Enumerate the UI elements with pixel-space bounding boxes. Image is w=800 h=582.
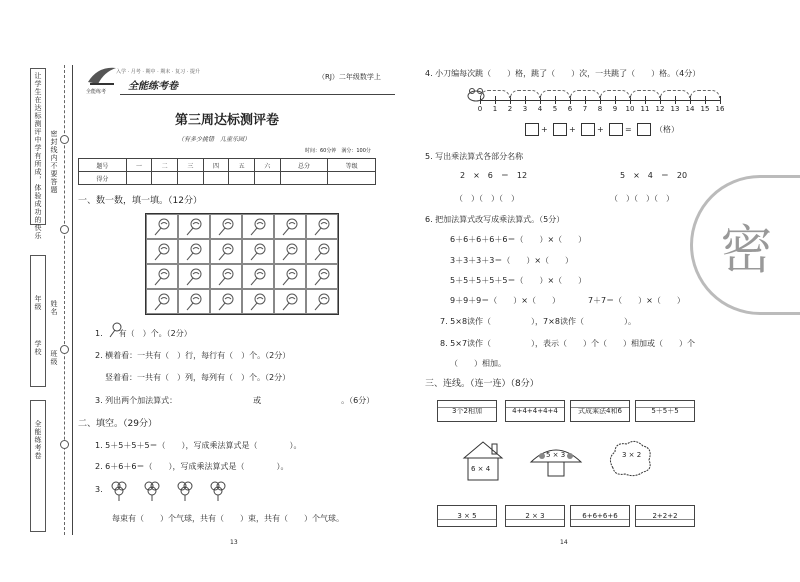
header-subtitle: 入学 · 月考 · 期中 · 期末 · 复习 · 提升: [116, 69, 200, 75]
number-line-tick: [525, 96, 526, 104]
equation-unit: （格）: [655, 125, 679, 134]
number-line-tick: [615, 96, 616, 104]
number-line-label: 16: [715, 105, 725, 113]
lollipop-flower-icon: [242, 239, 274, 264]
lollipop-flower-icon: [146, 214, 178, 239]
match-card-label: 2 × 3: [525, 512, 545, 520]
number-line-label: 1: [492, 105, 498, 113]
match-card-label: 3个2相加: [452, 407, 482, 415]
q6-line-3: 5＋5＋5＋5＋5＝（ ）×（ ）: [450, 276, 587, 285]
number-line-label: 15: [700, 105, 710, 113]
seal-hole-4: [60, 440, 69, 449]
number-line-label: 13: [670, 105, 680, 113]
number-line-tick: [555, 96, 556, 104]
lollipop-flower-icon: [242, 214, 274, 239]
score-cell: 二: [152, 159, 178, 172]
logo-text: 全能练考: [86, 89, 107, 95]
answer-square[interactable]: [525, 123, 539, 136]
course-title: （RJ）二年级数学上: [318, 73, 381, 81]
question-2a: 2. 横着看：一共有（ ）行，每行有（ ）个。（2分）: [95, 351, 291, 360]
balloon-bunch-icon: [209, 480, 227, 502]
q6-line-1: 6＋6＋6＋6＋6＝（ ）×（ ）: [450, 235, 587, 244]
score-input[interactable]: [280, 172, 328, 185]
operator: +: [569, 125, 576, 134]
number-line-tick: [705, 96, 706, 104]
match-card-label: 4+4+4+4+4: [512, 407, 558, 415]
lollipop-flower-icon: [274, 239, 306, 264]
q5-right-blanks: （ ）（ ）（ ）: [610, 194, 674, 203]
number-line-label: 11: [640, 105, 650, 113]
lollipop-flower-icon: [178, 264, 210, 289]
lollipop-flower-icon: [306, 239, 338, 264]
score-input[interactable]: [229, 172, 255, 185]
section-2-heading: 二、填空。（29分）: [78, 419, 157, 429]
question-1: 1. 有（ ）个。（2分）: [95, 329, 192, 338]
score-cell: 一: [126, 159, 152, 172]
score-input[interactable]: [126, 172, 152, 185]
match-card-bottom[interactable]: [635, 505, 695, 527]
fill-1: 1. 5＋5＋5＋5＝（ ），写成乘法算式是（ ）。: [95, 441, 302, 450]
number-line-tick: [675, 96, 676, 104]
number-line-label: 3: [522, 105, 528, 113]
q6-line-4: 9＋9＋9＝（ ）×（ ） 7＋7＝（ ）×（ ）: [450, 296, 685, 305]
school-label: 学校: [34, 340, 42, 356]
name-label: 姓名: [50, 300, 58, 316]
lollipop-flower-icon: [274, 264, 306, 289]
answer-square[interactable]: [581, 123, 595, 136]
operator: +: [597, 125, 604, 134]
lollipop-flower-icon: [210, 289, 242, 314]
lollipop-flower-icon: [146, 264, 178, 289]
operator: =: [625, 125, 632, 134]
lollipop-flower-icon: [210, 264, 242, 289]
question-6: 6. 把加法算式改写成乘法算式。（5分）: [425, 215, 565, 224]
number-line-tick: [495, 96, 496, 104]
fill-3-text: 每束有（ ）个气球，共有（ ）束，共有（ ）个气球。: [112, 514, 344, 523]
margin-text-bottom: 全能练考卷: [34, 420, 42, 460]
grade-label: 年级: [34, 295, 42, 311]
score-cell: 等级: [328, 159, 376, 172]
question-2b: 竖着看：一共有（ ）列，每列有（ ）个。（2分）: [105, 373, 291, 382]
page-title: 第三周达标测评卷: [175, 113, 280, 128]
brand-title: 全能练考卷: [128, 81, 178, 92]
lollipop-flower-icon: [210, 214, 242, 239]
lollipop-flower-icon: [178, 289, 210, 314]
number-line-tick: [645, 96, 646, 104]
section-3-heading: 三、连线。（连一连）（8分）: [425, 379, 539, 389]
score-input[interactable]: [328, 172, 376, 185]
score-cell: 三: [177, 159, 203, 172]
match-card-top[interactable]: [437, 400, 497, 422]
score-cell: 五: [229, 159, 255, 172]
cloud-character-icon[interactable]: [605, 438, 655, 482]
lollipop-flower-icon: [274, 289, 306, 314]
score-cell: 总分: [280, 159, 328, 172]
operator: +: [541, 125, 548, 134]
lollipop-flower-icon: [306, 264, 338, 289]
lollipop-flower-icon: [274, 214, 306, 239]
number-line-label: 10: [625, 105, 635, 113]
question-5: 5. 写出乘法算式各部分名称: [425, 152, 524, 161]
number-line-tick: [585, 96, 586, 104]
mushroom-label: 5 × 3: [546, 451, 566, 459]
q5-right-equation: 5 × 4 ＝ 20: [620, 171, 688, 180]
match-card-bottom[interactable]: [505, 505, 565, 527]
number-line-label: 2: [507, 105, 513, 113]
house-label: 6 × 4: [471, 465, 491, 473]
left-rule: [72, 65, 73, 535]
match-card-label: 5＋5＋5: [651, 407, 679, 415]
match-card-top[interactable]: [635, 400, 695, 422]
seal-line-text: 密封线内不要答题: [50, 130, 58, 194]
balloon-row: [110, 480, 230, 502]
score-input[interactable]: [255, 172, 281, 185]
answer-square[interactable]: [553, 123, 567, 136]
score-cell: 六: [255, 159, 281, 172]
score-header-row: [79, 159, 376, 172]
section-1-heading: 一、数一数，填一填。（12分）: [78, 196, 202, 206]
match-card-label: 式成乘法4和6: [578, 407, 622, 415]
margin-box-mid: [30, 255, 46, 387]
score-input[interactable]: [152, 172, 178, 185]
page-subtitle: （有多少挑错 儿童乐园）: [178, 136, 251, 143]
number-line-label: 8: [597, 105, 603, 113]
lollipop-flower-icon: [210, 239, 242, 264]
number-line-label: 6: [567, 105, 573, 113]
seal-hole-3: [60, 345, 69, 354]
seal-hole-1: [60, 135, 69, 144]
number-line-label: 5: [552, 105, 558, 113]
score-cell: 得分: [79, 172, 127, 185]
seal-hole-2: [60, 225, 69, 234]
balloon-bunch-icon: [110, 480, 128, 502]
match-card-bottom[interactable]: [437, 505, 497, 527]
cloud-label: 3 × 2: [622, 451, 642, 459]
q5-left-blanks: （ ）（ ）（ ）: [455, 194, 519, 203]
lollipop-flower-icon: [146, 289, 178, 314]
q5-left-equation: 2 × 6 ＝ 12: [460, 171, 528, 180]
exam-meta: 时间：60分钟 满分：100分: [305, 148, 371, 154]
lollipop-flower-icon: [306, 214, 338, 239]
header-rule: [120, 94, 395, 95]
match-card-label: 6+6+6+6: [582, 512, 618, 520]
page-number-left: 13: [230, 539, 238, 546]
margin-text-top: 让学生在达标测评中学有所成，体验成功的快乐: [34, 72, 42, 240]
balloon-bunch-icon: [176, 480, 194, 502]
mushroom-icon[interactable]: [528, 442, 584, 480]
score-input[interactable]: [177, 172, 203, 185]
brand-logo-icon: [84, 62, 120, 90]
lollipop-flower-icon: [242, 264, 274, 289]
number-line-label: 0: [477, 105, 483, 113]
secret-stamp: 密: [690, 175, 800, 315]
question-8a: 8. 5×7读作（ ），表示（ ）个（ ）相加或（ ）个: [440, 339, 696, 348]
score-value-row: [79, 172, 376, 185]
lollipop-flower-icon: [178, 214, 210, 239]
fill-2: 2. 6＋6＋6＝（ ），写成乘法算式是（ ）。: [95, 462, 289, 471]
match-card-bottom[interactable]: [570, 505, 630, 527]
score-cell: 题号: [79, 159, 127, 172]
score-input[interactable]: [203, 172, 229, 185]
number-line-label: 12: [655, 105, 665, 113]
page-number-right: 14: [560, 539, 568, 546]
number-line-tick: [720, 96, 721, 104]
match-card-label: 3 × 5: [457, 512, 477, 520]
q6-line-2: 3＋3＋3＋3＝（ ）×（ ）: [450, 256, 574, 265]
number-line-label: 7: [582, 105, 588, 113]
equation-row: [525, 123, 700, 139]
flower-grid: [145, 213, 339, 315]
class-label: 班级: [50, 350, 58, 366]
answer-square[interactable]: [637, 123, 651, 136]
number-line-label: 9: [612, 105, 618, 113]
number-line-label: 14: [685, 105, 695, 113]
house-icon[interactable]: [460, 438, 506, 482]
question-8b: （ ）相加。: [450, 359, 506, 368]
question-3: 3. 列出两个加法算式： 或 。（6分）: [95, 396, 375, 405]
lollipop-flower-icon: [146, 239, 178, 264]
match-card-label: 2+2+2: [652, 512, 678, 520]
balloon-bunch-icon: [143, 480, 161, 502]
score-cell: 四: [203, 159, 229, 172]
fill-3-label: 3.: [95, 485, 103, 494]
lollipop-flower-icon: [242, 289, 274, 314]
lollipop-flower-icon: [178, 239, 210, 264]
number-line: [477, 90, 725, 116]
question-7: 7. 5×8读作（ ），7×8读作（ ）。: [440, 317, 636, 326]
answer-square[interactable]: [609, 123, 623, 136]
match-card-top[interactable]: [570, 400, 630, 422]
question-4: 4. 小刀编每次跳（ ）格，跳了（ ）次，一共跳了（ ）格。（4分）: [425, 69, 701, 78]
match-card-top[interactable]: [505, 400, 565, 422]
lollipop-flower-icon: [306, 289, 338, 314]
number-line-label: 4: [537, 105, 543, 113]
score-table: [78, 158, 376, 185]
